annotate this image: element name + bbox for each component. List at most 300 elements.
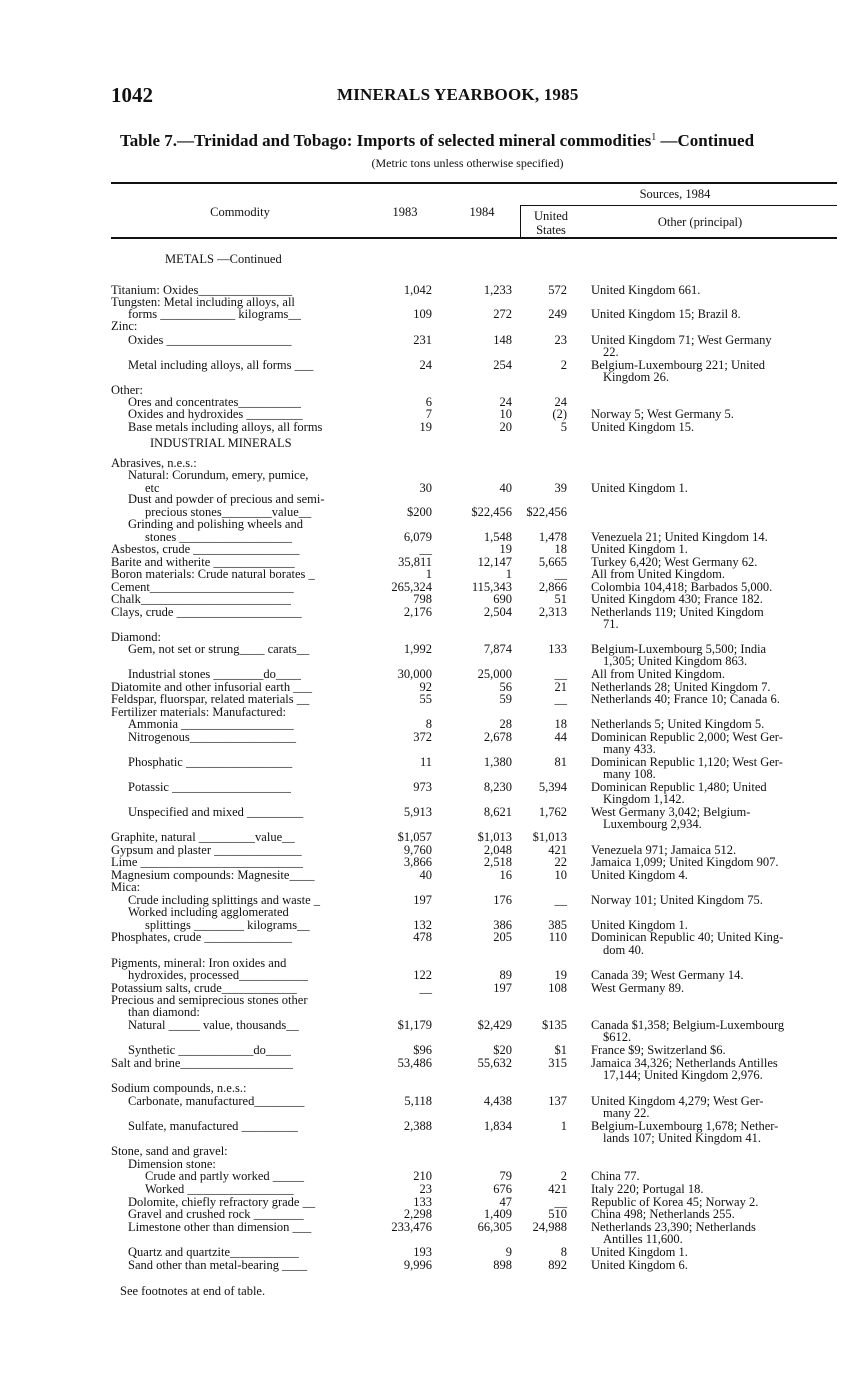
other-sources-cell: many 22.: [603, 1106, 650, 1120]
table-row: [0, 1259, 855, 1271]
value-1983-cell: 798: [413, 592, 432, 606]
section-heading-row: [0, 253, 855, 265]
commodity-cell: Asbestos, crude _________________: [111, 542, 300, 556]
united-states-cell: 19: [554, 968, 567, 982]
united-states-cell: 5,394: [538, 780, 567, 794]
value-1984-cell: 47: [499, 1195, 512, 1209]
commodity-cell: Worked _________________: [145, 1182, 294, 1196]
united-states-cell: 18: [554, 542, 567, 556]
other-sources-cell: Netherlands 5; United Kingdom 5.: [591, 717, 765, 731]
commodity-cell: Dolomite, chiefly refractory grade __: [128, 1195, 316, 1209]
commodity-cell: Sulfate, manufactured _________: [128, 1119, 298, 1133]
commodity-cell: precious stones________value__: [145, 505, 312, 519]
united-states-cell: 510: [548, 1207, 567, 1221]
united-states-cell: 572: [548, 283, 567, 297]
value-1984-cell: 56: [499, 680, 512, 694]
commodity-cell: Salt and brine__________________: [111, 1056, 293, 1070]
commodity-cell: Other:: [111, 383, 143, 397]
value-1983-cell: 5,118: [404, 1094, 432, 1108]
table-row: [0, 718, 855, 730]
united-states-cell: 892: [548, 1258, 567, 1272]
value-1983-cell: 372: [413, 730, 432, 744]
page-number: 1042: [111, 83, 153, 107]
commodity-cell: Dust and powder of precious and semi-: [128, 492, 325, 506]
value-1984-cell: $22,456: [471, 505, 512, 519]
value-1983-cell: 19: [419, 420, 432, 434]
other-sources-cell: China 77.: [591, 1169, 640, 1183]
commodity-cell: Natural _____ value, thousands__: [128, 1018, 299, 1032]
value-1983-cell: $200: [407, 505, 432, 519]
other-sources-cell: many 433.: [603, 742, 656, 756]
value-1983-cell: 1: [425, 567, 432, 581]
value-1984-cell: 16: [499, 868, 512, 882]
table-row-continuation: [0, 1069, 855, 1081]
commodity-cell: Phosphates, crude ______________: [111, 930, 292, 944]
value-1984-cell: 59: [499, 692, 512, 706]
table-row: [0, 568, 855, 580]
commodity-cell: Barite and witherite _____________: [111, 555, 295, 569]
value-1983-cell: 133: [413, 1195, 432, 1209]
value-1983-cell: 193: [413, 1245, 432, 1259]
table-row-continuation: [0, 346, 855, 358]
header-1983: 1983: [392, 205, 418, 219]
value-1984-cell: 19: [499, 542, 512, 556]
table-row-continuation: [0, 618, 855, 630]
united-states-cell: 2,866: [538, 580, 567, 594]
other-sources-cell: Colombia 104,418; Barbados 5,000.: [591, 580, 773, 594]
commodity-cell: Crude including splittings and waste _: [128, 893, 320, 907]
header-united-states-line2: States: [536, 223, 566, 237]
other-sources-cell: United Kingdom 15; Brazil 8.: [591, 307, 741, 321]
united-states-cell: 24: [554, 395, 567, 409]
value-1984-cell: $2,429: [477, 1018, 512, 1032]
value-1983-cell: 55: [419, 692, 432, 706]
value-1983-cell: 53,486: [397, 1056, 432, 1070]
value-1984-cell: 79: [499, 1169, 512, 1183]
united-states-cell: 2,313: [538, 605, 567, 619]
united-states-cell: 2: [560, 1169, 567, 1183]
value-1984-cell: 254: [493, 358, 512, 372]
value-1983-cell: 1,992: [403, 642, 432, 656]
united-states-cell: 39: [554, 481, 567, 495]
value-1984-cell: 1,233: [483, 283, 512, 297]
value-1983-cell: 9,760: [403, 843, 432, 857]
value-1984-cell: 176: [493, 893, 512, 907]
value-1984-cell: $1,013: [477, 830, 512, 844]
table-row-continuation: [0, 793, 855, 805]
table-row-continuation: [0, 1132, 855, 1144]
value-1983-cell: __: [419, 981, 432, 995]
united-states-cell: 108: [548, 981, 567, 995]
other-sources-cell: Netherlands 119; United Kingdom: [591, 605, 764, 619]
table-subtitle: (Metric tons unless otherwise specified): [371, 156, 564, 170]
commodity-cell: Graphite, natural _________value__: [111, 830, 295, 844]
commodity-cell: etc: [145, 481, 160, 495]
value-1984-cell: 205: [493, 930, 512, 944]
value-1983-cell: 1,042: [403, 283, 432, 297]
commodity-cell: Ores and concentrates__________: [128, 395, 301, 409]
value-1983-cell: 8: [425, 717, 432, 731]
other-sources-cell: dom 40.: [603, 943, 644, 957]
value-1984-cell: 8,621: [483, 805, 512, 819]
value-1983-cell: 478: [413, 930, 432, 944]
other-sources-cell: Norway 5; West Germany 5.: [591, 407, 734, 421]
table-row-continuation: [0, 1233, 855, 1245]
commodity-cell: Limestone other than dimension ___: [128, 1220, 312, 1234]
value-1983-cell: 11: [419, 755, 432, 769]
value-1984-cell: 55,632: [477, 1056, 512, 1070]
table-row: [0, 421, 855, 433]
other-sources-cell: Canada 39; West Germany 14.: [591, 968, 744, 982]
value-1984-cell: 690: [493, 592, 512, 606]
other-sources-cell: United Kingdom 1.: [591, 918, 688, 932]
other-sources-cell: Norway 101; United Kingdom 75.: [591, 893, 763, 907]
table-row: [0, 493, 855, 505]
united-states-cell: __: [554, 692, 567, 706]
commodity-cell: Mica:: [111, 880, 141, 894]
table-row: [0, 1044, 855, 1056]
united-states-cell: 110: [548, 930, 567, 944]
value-1984-cell: $20: [493, 1043, 512, 1057]
commodity-cell: Magnesium compounds: Magnesite____: [111, 868, 315, 882]
value-1983-cell: 30: [419, 481, 432, 495]
united-states-cell: $22,456: [526, 505, 567, 519]
value-1984-cell: 12,147: [477, 555, 512, 569]
table-row: [0, 906, 855, 918]
other-sources-cell: United Kingdom 1.: [591, 481, 688, 495]
united-states-cell: __: [554, 667, 567, 681]
footnote-reference: See footnotes at end of table.: [120, 1284, 266, 1298]
united-states-cell: 18: [554, 717, 567, 731]
value-1983-cell: 197: [413, 893, 432, 907]
value-1983-cell: 233,476: [391, 1220, 432, 1234]
commodity-cell: Cement_______________________: [111, 580, 294, 594]
united-states-cell: 385: [548, 918, 567, 932]
value-1983-cell: 2,298: [403, 1207, 432, 1221]
table-row: [0, 731, 855, 743]
commodity-cell: hydroxides, processed___________: [128, 968, 308, 982]
united-states-cell: 1: [560, 1119, 567, 1133]
commodity-cell: Natural: Corundum, emery, pumice,: [128, 468, 309, 482]
value-1984-cell: 272: [493, 307, 512, 321]
commodity-cell: Gypsum and plaster ______________: [111, 843, 302, 857]
commodity-cell: Tungsten: Metal including alloys, all: [111, 295, 295, 309]
commodity-cell: Base metals including alloys, all forms: [128, 420, 323, 434]
table-row: [0, 408, 855, 420]
table-row: [0, 1006, 855, 1018]
header-other-principal: Other (principal): [657, 215, 743, 229]
table-row-continuation: [0, 371, 855, 383]
table-row: [0, 693, 855, 705]
united-states-cell: 1,478: [538, 530, 567, 544]
header-1984: 1984: [469, 205, 495, 219]
commodity-cell: Sand other than metal-bearing ____: [128, 1258, 308, 1272]
other-sources-cell: United Kingdom 1.: [591, 1245, 688, 1259]
value-1984-cell: 24: [499, 395, 512, 409]
commodity-cell: Stone, sand and gravel:: [111, 1144, 228, 1158]
value-1984-cell: 20: [499, 420, 512, 434]
value-1984-cell: 197: [493, 981, 512, 995]
other-sources-cell: Luxembourg 2,934.: [603, 817, 702, 831]
value-1984-cell: 2,518: [483, 855, 512, 869]
value-1983-cell: __: [419, 542, 432, 556]
table-row: [0, 1145, 855, 1157]
other-sources-cell: United Kingdom 4.: [591, 868, 688, 882]
other-sources-cell: Netherlands 28; United Kingdom 7.: [591, 680, 771, 694]
table-row: [0, 359, 855, 371]
table-row: [0, 1221, 855, 1233]
commodity-cell: Grinding and polishing wheels and: [128, 517, 303, 531]
table-row: [0, 856, 855, 868]
table-row: [0, 1095, 855, 1107]
commodity-cell: Industrial stones ________do____: [128, 667, 301, 681]
value-1983-cell: $96: [413, 1043, 432, 1057]
commodity-cell: Fertilizer materials: Manufactured:: [111, 705, 286, 719]
united-states-cell: 81: [554, 755, 567, 769]
united-states-cell: 5: [560, 420, 567, 434]
value-1983-cell: 231: [413, 333, 432, 347]
value-1983-cell: 5,913: [403, 805, 432, 819]
value-1983-cell: 132: [413, 918, 432, 932]
value-1984-cell: 1: [505, 567, 512, 581]
other-sources-cell: 22.: [603, 345, 619, 359]
commodity-cell: Worked including agglomerated: [128, 905, 289, 919]
header-united-states-line1: United: [533, 209, 569, 223]
united-states-cell: 24,988: [532, 1220, 567, 1234]
value-1983-cell: 2,388: [403, 1119, 432, 1133]
other-sources-cell: Venezuela 971; Jamaica 512.: [591, 843, 737, 857]
value-1984-cell: 8,230: [483, 780, 512, 794]
value-1983-cell: 6: [425, 395, 432, 409]
value-1983-cell: 92: [419, 680, 432, 694]
value-1983-cell: 973: [413, 780, 432, 794]
value-1983-cell: 3,866: [403, 855, 432, 869]
value-1983-cell: 7: [425, 407, 432, 421]
other-sources-cell: United Kingdom 6.: [591, 1258, 688, 1272]
value-1984-cell: 2,504: [483, 605, 512, 619]
united-states-cell: (2): [552, 407, 567, 421]
value-1984-cell: 28: [499, 717, 512, 731]
united-states-cell: 2: [560, 358, 567, 372]
value-1984-cell: 25,000: [477, 667, 512, 681]
table-title-suffix: —Continued: [656, 131, 755, 150]
other-sources-cell: Dominican Republic 1,480; United: [591, 780, 767, 794]
value-1983-cell: 6,079: [403, 530, 432, 544]
value-1984-cell: 115,343: [471, 580, 512, 594]
other-sources-cell: Turkey 6,420; West Germany 62.: [591, 555, 758, 569]
united-states-cell: 44: [554, 730, 567, 744]
value-1983-cell: 23: [419, 1182, 432, 1196]
united-states-cell: __: [554, 1195, 567, 1209]
commodity-cell: than diamond:: [128, 1005, 200, 1019]
value-1983-cell: 35,811: [398, 555, 432, 569]
value-1984-cell: 4,438: [483, 1094, 512, 1108]
other-sources-cell: United Kingdom 430; France 182.: [591, 592, 763, 606]
commodity-cell: Lime __________________________: [111, 855, 304, 869]
table-row-continuation: [0, 944, 855, 956]
commodity-cell: Gem, not set or strung____ carats__: [128, 642, 310, 656]
other-sources-cell: Belgium-Luxembourg 221; United: [591, 358, 766, 372]
table-row: [0, 1019, 855, 1031]
other-sources-cell: Jamaica 34,326; Netherlands Antilles: [591, 1056, 778, 1070]
table-title-footnote-mark: 1: [651, 132, 657, 143]
value-1983-cell: 9,996: [403, 1258, 432, 1272]
commodity-cell: Titanium: Oxides_______________: [111, 283, 293, 297]
value-1984-cell: 1,548: [483, 530, 512, 544]
commodity-cell: Pigments, mineral: Iron oxides and: [111, 956, 287, 970]
united-states-cell: 249: [548, 307, 567, 321]
commodity-cell: Boron materials: Crude natural borates _: [111, 567, 315, 581]
table-row: [0, 1246, 855, 1258]
other-sources-cell: Netherlands 23,390; Netherlands: [591, 1220, 756, 1234]
united-states-cell: 1,762: [538, 805, 567, 819]
table-row-continuation: [0, 1031, 855, 1043]
other-sources-cell: Dominican Republic 40; United King-: [591, 930, 784, 944]
united-states-cell: $135: [542, 1018, 567, 1032]
commodity-cell: Quartz and quartzite___________: [128, 1245, 299, 1259]
united-states-cell: 23: [554, 333, 567, 347]
header-sources: Sources, 1984: [639, 187, 711, 201]
table-row: [0, 334, 855, 346]
value-1984-cell: 1,380: [483, 755, 512, 769]
table-row: [0, 881, 855, 893]
commodity-cell: Phosphatic _________________: [128, 755, 293, 769]
commodity-cell: Dimension stone:: [128, 1157, 216, 1171]
united-states-cell: 133: [548, 642, 567, 656]
value-1984-cell: 676: [493, 1182, 512, 1196]
united-states-cell: 8: [560, 1245, 567, 1259]
other-sources-cell: Netherlands 40; France 10; Canada 6.: [591, 692, 780, 706]
united-states-cell: 21: [554, 680, 567, 694]
value-1983-cell: $1,179: [397, 1018, 432, 1032]
commodity-cell: splittings ________ kilograms__: [145, 918, 310, 932]
table-row-continuation: [0, 818, 855, 830]
other-sources-cell: China 498; Netherlands 255.: [591, 1207, 735, 1221]
value-1984-cell: 9: [505, 1245, 512, 1259]
commodity-cell: Diatomite and other infusorial earth ___: [111, 680, 312, 694]
value-1984-cell: 1,409: [483, 1207, 512, 1221]
value-1983-cell: 2,176: [403, 605, 432, 619]
commodity-cell: Unspecified and mixed _________: [128, 805, 304, 819]
other-sources-cell: United Kingdom 71; West Germany: [591, 333, 772, 347]
other-sources-cell: Antilles 11,600.: [603, 1232, 683, 1246]
other-sources-cell: many 108.: [603, 767, 656, 781]
other-sources-cell: Kingdom 26.: [603, 370, 669, 384]
other-sources-cell: Canada $1,358; Belgium-Luxembourg: [591, 1018, 785, 1032]
value-1983-cell: 210: [413, 1169, 432, 1183]
commodity-cell: Zinc:: [111, 319, 138, 333]
table-row: [0, 931, 855, 943]
other-sources-cell: 1,305; United Kingdom 863.: [603, 654, 748, 668]
other-sources-cell: lands 107; United Kingdom 41.: [603, 1131, 761, 1145]
other-sources-cell: Italy 220; Portugal 18.: [591, 1182, 704, 1196]
running-title: MINERALS YEARBOOK, 1985: [337, 85, 579, 104]
other-sources-cell: Kingdom 1,142.: [603, 792, 685, 806]
commodity-cell: Crude and partly worked _____: [145, 1169, 304, 1183]
table-row: [0, 1170, 855, 1182]
table-row-continuation: [0, 768, 855, 780]
other-sources-cell: West Germany 89.: [591, 981, 685, 995]
other-sources-cell: $612.: [603, 1030, 632, 1044]
other-sources-cell: All from United Kingdom.: [591, 567, 726, 581]
other-sources-cell: Republic of Korea 45; Norway 2.: [591, 1195, 759, 1209]
commodity-cell: Carbonate, manufactured________: [128, 1094, 305, 1108]
other-sources-cell: Belgium-Luxembourg 1,678; Nether-: [591, 1119, 779, 1133]
value-1984-cell: 2,678: [483, 730, 512, 744]
other-sources-cell: United Kingdom 15.: [591, 420, 695, 434]
commodity-cell: Synthetic ____________do____: [128, 1043, 291, 1057]
value-1983-cell: 24: [419, 358, 432, 372]
other-sources-cell: United Kingdom 661.: [591, 283, 701, 297]
united-states-cell: 315: [548, 1056, 567, 1070]
commodity-cell: Diamond:: [111, 630, 161, 644]
table-row: [0, 668, 855, 680]
commodity-cell: Potassium salts, crude____________: [111, 981, 297, 995]
value-1984-cell: 386: [493, 918, 512, 932]
other-sources-cell: Dominican Republic 2,000; West Ger-: [591, 730, 783, 744]
other-sources-cell: Jamaica 1,099; United Kingdom 907.: [591, 855, 779, 869]
united-states-cell: 137: [548, 1094, 567, 1108]
commodity-cell: Clays, crude ____________________: [111, 605, 302, 619]
other-sources-cell: United Kingdom 1.: [591, 542, 688, 556]
other-sources-cell: United Kingdom 4,279; West Ger-: [591, 1094, 764, 1108]
other-sources-cell: 71.: [603, 617, 619, 631]
table-row: [0, 1082, 855, 1094]
other-sources-cell: All from United Kingdom.: [591, 667, 726, 681]
commodity-cell: Sodium compounds, n.e.s.:: [111, 1081, 247, 1095]
value-1983-cell: 122: [413, 968, 432, 982]
value-1984-cell: 40: [499, 481, 512, 495]
header-commodity: Commodity: [210, 205, 270, 219]
united-states-cell: 10: [554, 868, 567, 882]
table-row: [0, 969, 855, 981]
commodity-cell: Nitrogenous_________________: [128, 730, 297, 744]
table-row: [0, 518, 855, 530]
table-row: [0, 593, 855, 605]
table-row: [0, 806, 855, 818]
commodity-cell: Metal including alloys, all forms ___: [128, 358, 314, 372]
value-1984-cell: 7,874: [483, 642, 512, 656]
commodity-cell: Oxides and hydroxides _________: [128, 407, 303, 421]
value-1984-cell: 2,048: [483, 843, 512, 857]
commodity-cell: forms ____________ kilograms__: [128, 307, 301, 321]
table-row-continuation: [0, 655, 855, 667]
commodity-cell: Abrasives, n.e.s.:: [111, 456, 197, 470]
table-row-continuation: [0, 743, 855, 755]
united-states-cell: 22: [554, 855, 567, 869]
value-1983-cell: 109: [413, 307, 432, 321]
value-1983-cell: 40: [419, 868, 432, 882]
value-1984-cell: 1,834: [483, 1119, 512, 1133]
value-1983-cell: 30,000: [397, 667, 432, 681]
table-row: [0, 781, 855, 793]
table-row: [0, 1208, 855, 1220]
table-row-continuation: [0, 1107, 855, 1119]
table-title-text: Table 7.—Trinidad and Tobago: Imports of selected mineral commodities: [120, 131, 652, 150]
value-1984-cell: 89: [499, 968, 512, 982]
table-row: [0, 756, 855, 768]
commodity-cell: Ammonia __________________: [128, 717, 294, 731]
united-states-cell: __: [554, 893, 567, 907]
commodity-cell: Precious and semiprecious stones other: [111, 993, 308, 1007]
table-row: [0, 831, 855, 843]
united-states-cell: 51: [554, 592, 567, 606]
other-sources-cell: Belgium-Luxembourg 5,500; India: [591, 642, 767, 656]
commodity-cell: Oxides ____________________: [128, 333, 292, 347]
united-states-cell: __: [554, 567, 567, 581]
value-1984-cell: 66,305: [477, 1220, 512, 1234]
other-sources-cell: West Germany 3,042; Belgium-: [591, 805, 751, 819]
